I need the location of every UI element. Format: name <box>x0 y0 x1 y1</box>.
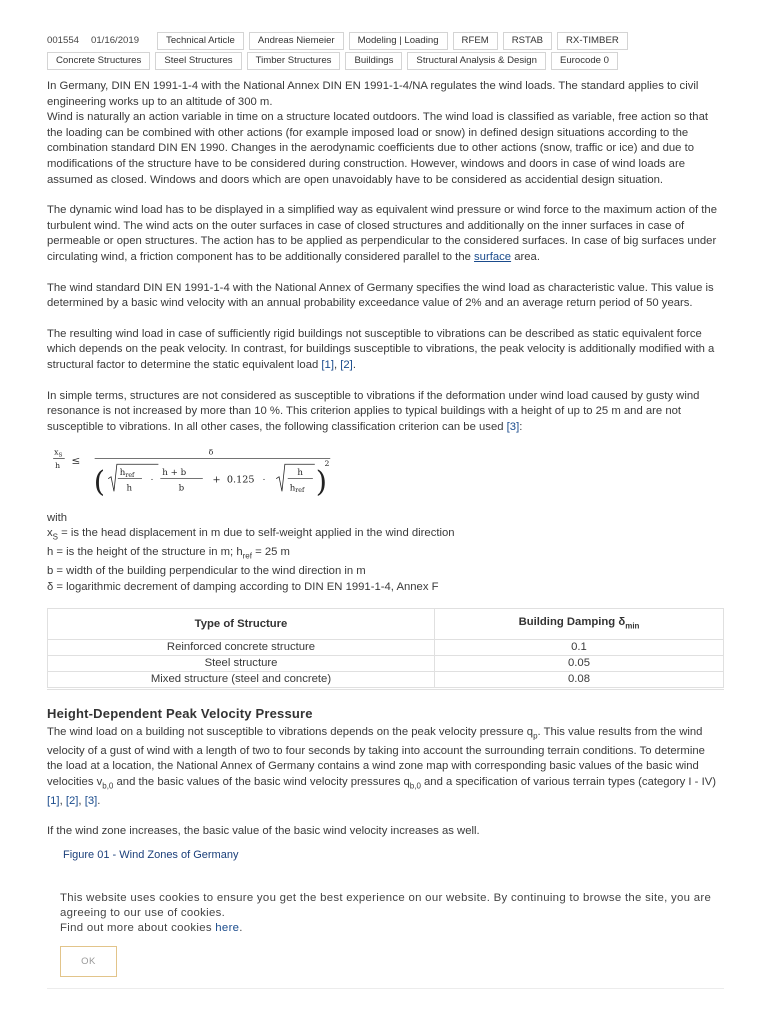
paragraph-standard: The wind standard DIN EN 1991-1-4 with the National Annex of Germany specifies the wind load as characteristic value. This value is determined by a basic wind velocity with an annual probability exceedance value of 2% and an average return period of 50 years. <box>47 281 714 310</box>
cookie-more: Find out more about cookies here. <box>60 922 243 934</box>
table-row <box>48 656 724 672</box>
section-heading: Height-Dependent Peak Velocity Pressure <box>47 706 313 722</box>
definition-xs: $x_S$ = is the head displacement in m due to self-weight applied in the wind direction <box>47 527 455 542</box>
article-id: 001554 <box>47 34 80 46</box>
tag-eurocode-0[interactable]: Eurocode 0 <box>551 52 618 70</box>
paragraph-equivalent: The resulting wind load in case of sufficiently rigid buildings not susceptible to vibrations can be described as static equivalent force which depends on the peak velocity. In contrast, for buildings susceptible to vibrations, the peak velocity is additionally modified with a structural factor to determine the static equivalent load [1], [2]. <box>47 327 715 371</box>
formula-href-den: $h_{ref}$ <box>289 483 305 495</box>
formula-href-num: $h_{ref}$ <box>119 468 135 480</box>
column-header-type: Type of Structure <box>48 609 435 640</box>
formula-coef: 0.125 <box>226 474 255 486</box>
formula-hb: h + b <box>162 468 187 479</box>
ref-2-link[interactable]: [2] <box>340 358 353 371</box>
tag-rstab[interactable]: RSTAB <box>503 32 552 50</box>
cookie-message: This website uses cookies to ensure you get the best experience on our website. By continuing to browse the site, you are agreeing to our use of cookies. <box>60 892 712 919</box>
formula-paren-right: ) <box>315 464 328 499</box>
paragraph-dynamic <box>47 203 723 265</box>
formula-xs: $x_S$ <box>54 447 63 459</box>
surface-link[interactable]: surface <box>474 250 512 263</box>
paragraph-intro <box>47 79 723 188</box>
article-page <box>47 32 723 864</box>
table-cell: Reinforced concrete structure <box>48 640 435 656</box>
cookie-ok-button[interactable]: OK <box>60 946 117 977</box>
ref-2-link-2[interactable]: [2] <box>65 794 79 807</box>
tag-modeling-loading[interactable]: Modeling | Loading <box>349 32 448 50</box>
table-header-row <box>48 609 724 640</box>
formula-b: b <box>178 483 185 494</box>
damping-table <box>47 608 724 690</box>
tag-buildings[interactable]: Buildings <box>345 52 402 70</box>
tag-row-2 <box>47 52 723 69</box>
formula-plus: + <box>212 474 221 486</box>
paragraph-equivalent-text: The resulting wind load in case of sufficiently rigid buildings not susceptible to vibrations can be described as static equivalent force which depends on the peak velocity. In contrast, for buildings susceptible to vibrations, the peak velocity is additionally modified with a structural factor to determine the static equivalent load <box>47 327 715 371</box>
article-date: 01/16/2019 <box>91 34 140 46</box>
formula-dot-2: · <box>262 475 266 486</box>
definition-delta: δ = logarithmic decrement of damping according to DIN EN 1991-1-4, Annex F <box>47 580 439 593</box>
meta-row <box>47 32 723 49</box>
tag-technical-article[interactable]: Technical Article <box>157 32 244 50</box>
column-header-damping: Building Damping $\delta_{min}$ <box>435 609 724 640</box>
paragraph-wind-zone: If the wind zone increases, the basic value of the basic wind velocity increases as well. <box>47 825 480 838</box>
tag-author[interactable]: Andreas Niemeier <box>249 32 344 50</box>
table-row <box>48 640 724 656</box>
with-label: with <box>47 511 68 524</box>
formula-paren-left: ( <box>93 464 105 499</box>
paragraph-intro-a: In Germany, DIN EN 1991-1-4 with the National Annex DIN EN 1991-1-4/NA regulates the wind loads. The standard applies to civil engineering works up to an altitude of 300 m. <box>47 80 699 108</box>
formula-delta: δ <box>208 447 214 457</box>
ref-1-link[interactable]: [1] <box>321 358 334 371</box>
paragraph-criterion-text: In simple terms, structures are not considered as susceptible to vibrations if the deformation under wind load caused by gusty wind resonance is not increased by more than 10 %. This criterion applies to typical buildings with a height of up to 25 m and are not susceptible to vibrations. In all other cases, the following classification criterion can be used <box>47 389 700 433</box>
article-body <box>47 79 723 864</box>
formula-h-den: h <box>126 483 133 494</box>
table-row <box>48 672 724 689</box>
tag-rfem[interactable]: RFEM <box>453 32 498 50</box>
tag-concrete-structures[interactable]: Concrete Structures <box>47 52 150 70</box>
paragraph-criterion: In simple terms, structures are not considered as susceptible to vibrations if the deformation under wind load caused by gusty wind resonance is not increased by more than 10 %. This criterion applies to typical buildings with a height of up to 25 m and are not susceptible to vibrations. In all other cases, the following classification criterion can be used [3]: <box>47 389 700 433</box>
ref-1-link-2[interactable]: [1] <box>47 794 60 807</box>
formula-h-num: h <box>297 468 304 479</box>
definition-b: b = width of the building perpendicular to the wind direction in m <box>47 565 366 578</box>
paragraph-dynamic-end: area. <box>511 250 540 263</box>
formula-leq: ≤ <box>71 454 81 468</box>
divider <box>47 988 724 989</box>
tag-steel-structures[interactable]: Steel Structures <box>155 52 241 70</box>
paragraph-intro-b: Wind is naturally an action variable in time on a structure located outdoors. The wind load is classified as variable, free action so that the loading can be combined with other actions (for example imposed load or snow) in defined design situations according to the combination standard DIN EN 1990. Changes in the aerodynamic coefficients due to other actions (snow, traffic or ice) and due to modifications of the structure have to be considered during construction. However, windows and doors in case of wind loads are assumed as closed. Windows and doors which are open unavoidably have to be considered as accidential design situation. <box>47 111 709 186</box>
tag-rx-timber[interactable]: RX-TIMBER <box>557 32 628 50</box>
definition-h: h = is the height of the structure in m; $h_{ref} = 25$ m <box>47 546 290 561</box>
ref-3-link-2[interactable]: [3] <box>84 794 98 807</box>
ref-3-link[interactable]: [3] <box>506 420 520 433</box>
paragraph-dynamic-text: The dynamic wind load has to be displayed in a simplified way as equivalent wind pressure or wind force to the maximum action of the turbulent wind. The wind acts on the outer surfaces in case of closed structures and additionally on the inner surfaces in case of permeable or open structures. The action has to be applied as perpendicular to the considered surfaces. In case of big surfaces under circulating wind, a friction component has to be additionally considered parallel to the <box>47 204 717 263</box>
cookie-here-link[interactable]: here <box>215 922 240 934</box>
definitions-list <box>47 511 723 595</box>
table-cell: Mixed structure (steel and concrete) <box>48 672 435 689</box>
paragraph-peak-velocity: The wind load on a building not susceptible to vibrations depends on the peak velocity pressure $q_p$. This value results from the wind velocity of a gust of wind with a length of two to four seconds by taking into account the surrounding terrain conditions. To determine the load at a location, the National Annex of Germany contains a wind zone map with corresponding basic values of the basic wind velocities $v_{b,0}$ and the basic values of the basic wind velocity pressures $q_{b,0}$ and a specification of various terrain types (category I - IV) [1], [2], [3]. <box>47 725 716 807</box>
formula-square: 2 <box>324 459 330 469</box>
classification-formula <box>47 443 347 499</box>
formula-dot-1: · <box>150 475 154 486</box>
tag-structural-analysis[interactable]: Structural Analysis & Design <box>407 52 546 70</box>
table-cell: Steel structure <box>48 656 435 672</box>
figure-caption: Figure 01 - Wind Zones of Germany <box>63 849 239 861</box>
table-cell: 0.08 <box>435 672 724 689</box>
table-cell: 0.1 <box>435 640 724 656</box>
formula-h: h <box>55 461 61 471</box>
cookie-banner <box>60 891 720 936</box>
tag-timber-structures[interactable]: Timber Structures <box>247 52 341 70</box>
table-cell: 0.05 <box>435 656 724 672</box>
